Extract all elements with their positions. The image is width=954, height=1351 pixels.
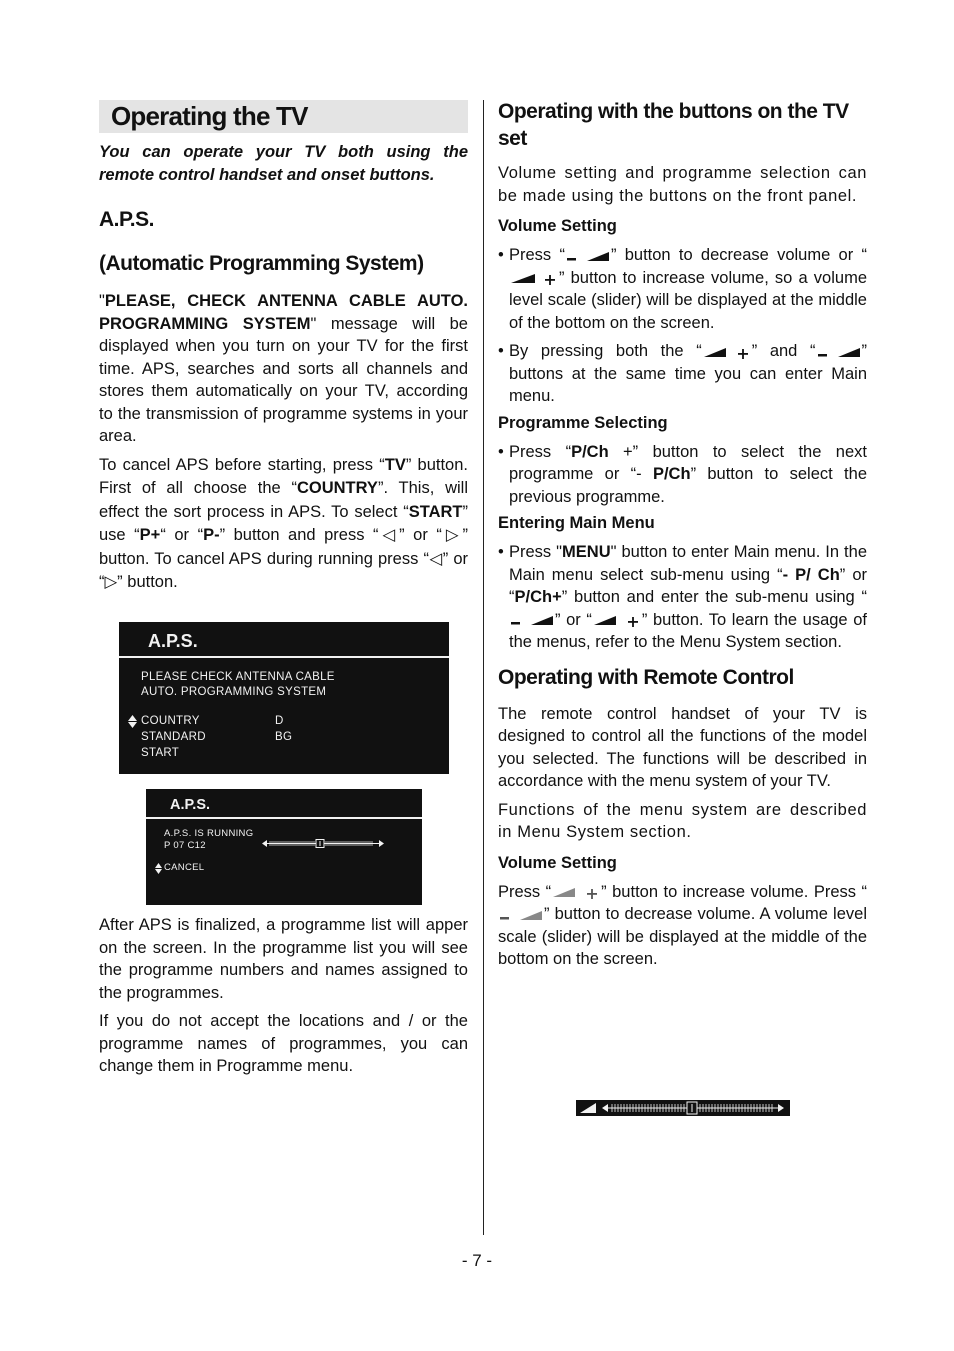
volume-slider-illustration bbox=[576, 1100, 790, 1116]
text-span: ” button and enter the sub-menu using “ bbox=[561, 588, 867, 606]
left-column-bottom bbox=[99, 914, 468, 1078]
osd-cancel-label: CANCEL bbox=[164, 862, 205, 873]
osd-row-label: START bbox=[141, 747, 180, 759]
text-span: ” and “ bbox=[751, 342, 816, 360]
text-span: ” button to increase volume, so a volume level scale (slider) will be displayed at the middle of the bottom on the screen. bbox=[509, 268, 867, 332]
aps-paragraph-2 bbox=[99, 454, 468, 595]
aps-paragraph-1: "PLEASE, CHECK ANTENNA CABLE AUTO. PROGRAMMING SYSTEM" message will be displayed when you turn on your TV for the first time. APS, searches and sorts all channels and stores them automatically on your TV, according to the transmission of programme systems in your area. bbox=[99, 292, 468, 445]
volume-down-icon bbox=[565, 249, 611, 263]
page-title: Operating the TV bbox=[99, 100, 468, 133]
up-down-arrow-icon bbox=[155, 863, 162, 874]
volume-up-icon bbox=[509, 271, 559, 285]
text-span: +” button to select the next programme or “- bbox=[509, 442, 867, 483]
volume-up-icon bbox=[592, 613, 642, 627]
text-span: ” button to select the previous programme. bbox=[509, 465, 867, 506]
text-span: ”. This, will effect the sort process in APS. To select “ bbox=[99, 479, 468, 521]
text-span: ” button to decrease volume or “ bbox=[610, 246, 867, 264]
osd-row-label: COUNTRY bbox=[141, 715, 200, 727]
volume-setting-heading: Volume Setting bbox=[498, 217, 617, 235]
osd-message-line-2: AUTO. PROGRAMMING SYSTEM bbox=[141, 685, 327, 698]
text-span: ” button to decrease volume. A volume level scale (slider) will be displayed at the middle of the bottom on the screen. bbox=[498, 905, 867, 968]
remote-paragraph-1: The remote control handset of your TV is designed to control all the functions of the model you selected. The functions will be described in accordance with the menu system of your TV. bbox=[498, 704, 867, 790]
osd-cancel-row bbox=[164, 862, 422, 874]
p-plus-key: P+ bbox=[139, 526, 161, 544]
menu-bullet bbox=[498, 541, 867, 654]
volume-bullet-2 bbox=[498, 340, 867, 408]
text-span: Press “ bbox=[509, 442, 572, 461]
text-span: ” or “ bbox=[509, 565, 867, 606]
text-span: ” button and press “◁” or “▷” button. To cancel APS during running press “◁” or “▷” button. bbox=[99, 526, 468, 591]
osd-title: A.P.S. bbox=[146, 789, 422, 819]
remote-volume-paragraph bbox=[498, 881, 867, 971]
text-span: " button to enter Main menu. In the Main menu select sub-menu using “ bbox=[509, 543, 867, 584]
osd-channel-line: P 07 C12 bbox=[164, 840, 206, 851]
volume-up-icon bbox=[551, 885, 601, 899]
start-key: START bbox=[408, 502, 463, 521]
page-number: - 7 - bbox=[461, 1251, 493, 1270]
text-span: ” button to increase volume. Press “ bbox=[601, 882, 867, 901]
buttons-heading: Operating with the buttons on the TV set bbox=[498, 100, 849, 150]
text-span: ” button. To learn the usage of the menus, refer to the Menu System section. bbox=[509, 610, 867, 651]
osd-row-value: BG bbox=[275, 731, 293, 743]
pch-minus-key: - P/ Ch bbox=[782, 565, 840, 584]
volume-up-icon bbox=[702, 345, 752, 359]
aps-running-screenshot bbox=[146, 789, 422, 905]
column-divider bbox=[483, 100, 484, 1235]
text-span: Press “ bbox=[498, 882, 552, 901]
up-down-arrow-icon bbox=[128, 715, 137, 728]
text-span: Press " bbox=[509, 543, 563, 561]
p-minus-key: P- bbox=[203, 526, 220, 544]
aps-paragraph-3: After APS is finalized, a programme list will apper on the screen. In the programme list you will see the programme numbers and names assigned to the programmes. bbox=[99, 916, 468, 1002]
programme-bullet bbox=[498, 441, 867, 509]
osd-title: A.P.S. bbox=[119, 622, 449, 658]
text-span: Press “ bbox=[509, 246, 565, 264]
osd-row-label: STANDARD bbox=[141, 731, 206, 743]
aps-subheading: (Automatic Programming System) bbox=[99, 252, 424, 275]
volume-bullet-1 bbox=[498, 244, 867, 334]
text-span: ” button. First of all choose the “ bbox=[99, 455, 468, 497]
osd-row-standard bbox=[141, 729, 449, 745]
volume-down-icon bbox=[816, 345, 862, 359]
text-span: “ or “ bbox=[160, 526, 204, 544]
pch-key: P/Ch bbox=[652, 465, 691, 483]
text-span: ” or “ bbox=[555, 610, 592, 629]
text-span: ” buttons at the same time you can enter Main menu. bbox=[509, 342, 867, 405]
progress-slider-icon bbox=[262, 839, 384, 848]
osd-row-start bbox=[141, 745, 449, 761]
country-key: COUNTRY bbox=[296, 479, 378, 497]
volume-slider-icon bbox=[576, 1100, 790, 1116]
osd-message-line-1: PLEASE CHECK ANTENNA CABLE bbox=[141, 671, 335, 683]
volume-down-icon bbox=[498, 908, 544, 922]
intro-text: You can operate your TV both using the remote control handset and onset buttons. bbox=[99, 143, 468, 184]
text-span: To cancel APS before starting, press “ bbox=[99, 455, 385, 474]
text-span: ” use “ bbox=[99, 502, 468, 544]
remote-control-heading: Operating with Remote Control bbox=[498, 665, 794, 689]
text-span: By pressing both the “ bbox=[509, 342, 702, 360]
left-column bbox=[99, 100, 468, 595]
remote-paragraph-2: Functions of the menu system are described in Menu System section. bbox=[498, 800, 867, 841]
entering-main-menu-heading: Entering Main Menu bbox=[498, 514, 655, 532]
pch-key: P/Ch bbox=[571, 442, 609, 461]
menu-key: MENU bbox=[562, 543, 611, 561]
aps-paragraph-4: If you do not accept the locations and / or the programme names of programmes, you can change them in Programme menu. bbox=[99, 1012, 468, 1075]
pch-plus-key: P/Ch+ bbox=[514, 588, 562, 606]
buttons-paragraph: Volume setting and programme selection can be made using the buttons on the front panel. bbox=[498, 164, 867, 205]
volume-setting-heading-2: Volume Setting bbox=[498, 853, 617, 872]
osd-row-country bbox=[141, 713, 449, 729]
programme-selecting-heading: Programme Selecting bbox=[498, 413, 668, 432]
aps-paragraph-1-rest: " message will be displayed when you turn on your TV for the first time. APS, searches and sorts all channels and stores them automatically on your TV, according to the transmission of programme systems in your area. bbox=[99, 314, 468, 445]
osd-row-value: D bbox=[275, 715, 284, 727]
right-column bbox=[498, 98, 867, 971]
tv-key: TV bbox=[384, 455, 406, 474]
osd-running-line: A.P.S. IS RUNNING bbox=[164, 828, 254, 839]
aps-menu-screenshot bbox=[119, 622, 449, 774]
aps-heading: A.P.S. bbox=[99, 208, 154, 231]
volume-down-icon bbox=[509, 613, 555, 627]
aps-message-bold: PLEASE, CHECK ANTENNA CABLE AUTO. PROGRAMMING SYSTEM bbox=[99, 292, 468, 333]
